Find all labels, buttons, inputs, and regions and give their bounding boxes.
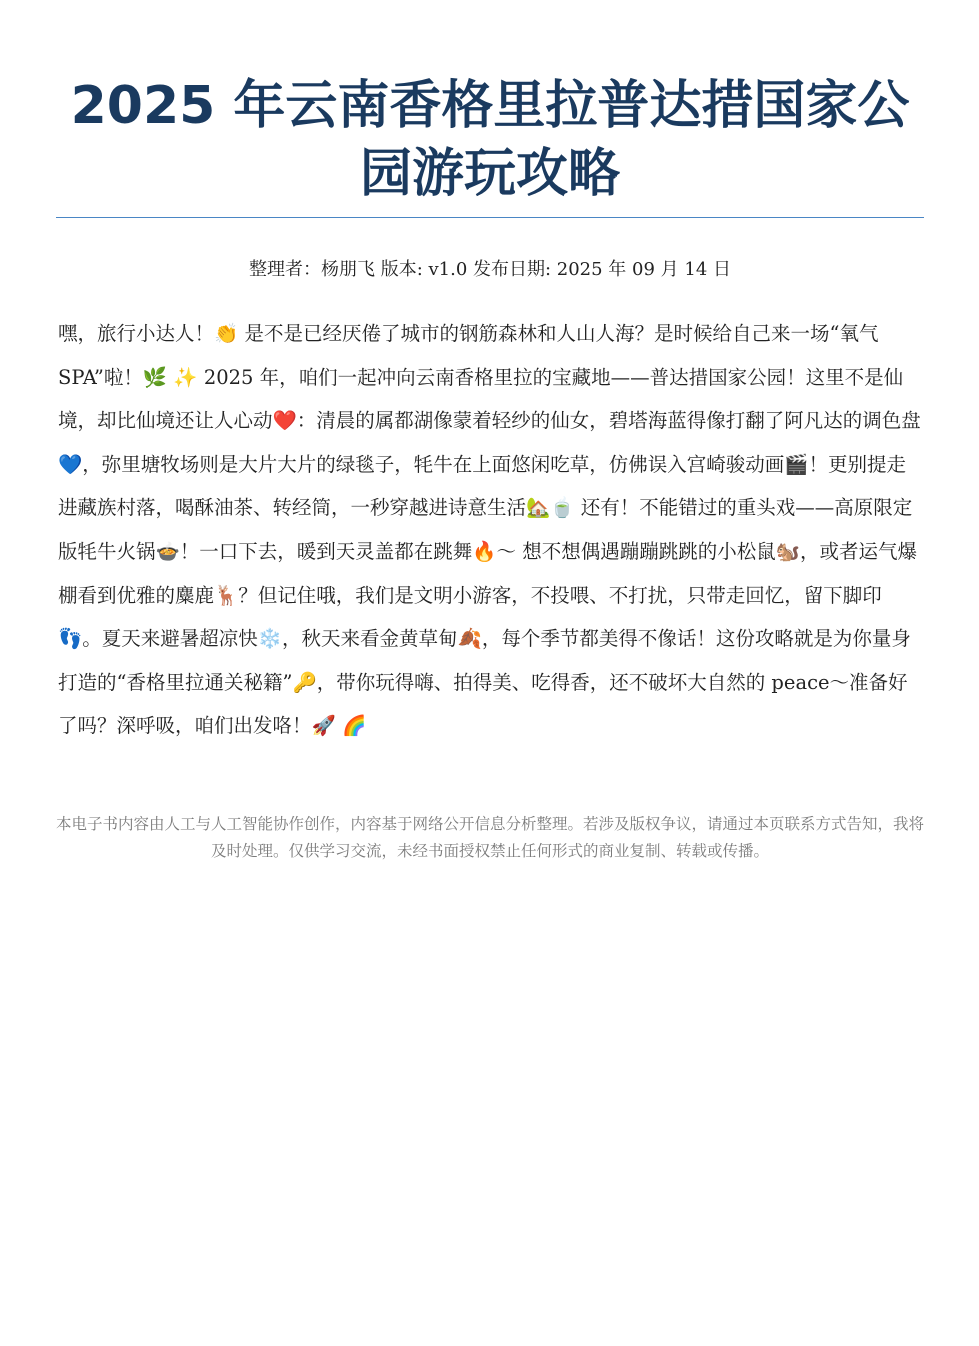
intro-paragraph: 嘿，旅行小达人！👏 是不是已经厌倦了城市的钢筋森林和人山人海？是时候给自己来一场“氧气 SPA”啦！🌿 ✨ 2025 年，咱们一起冲向云南香格里拉的宝藏地——普达措国家公园！这里不是仙境，却比仙境还让人心动❤️：清晨的属都湖像蒙着轻纱的仙女，碧塔海蓝得像打翻了阿凡达的调色盘💙，弥里塘牧场则是大片大片的绿毯子，牦牛在上面悠闲吃草，仿佛误入宫崎骏动画🎬！更别提走进藏族村落，喝酥油茶、转经筒，一秒穿越进诗意生活🏡🍵 还有！不能错过的重头戏——高原限定版牦牛火锅🍲！一口下去，暖到天灵盖都在跳舞🔥～ 想不想偶遇蹦蹦跳跳的小松鼠🐿️，或者运气爆棚看到优雅的麋鹿🦌？但记住哦，我们是文明小游客，不投喂、不打扰，只带走回忆，留下脚印👣。夏天来避暑超凉快❄️，秋天来看金黄草甸🍂，每个季节都美得不像话！这份攻略就是为你量身打造的“香格里拉通关秘籍”🔑，带你玩得嗨、拍得美、吃得香，还不破坏大自然的 peace～准备好了吗？深呼吸，咱们出发咯！🚀 🌈 bbox=[58, 322, 921, 738]
copyright-disclaimer: 本电子书内容由人工与人工智能协作创作，内容基于网络公开信息分析整理。若涉及版权争议，请通过本页联系方式告知，我将及时处理。仅供学习交流，未经书面授权禁止任何形式的商业复制、转载或传播。 bbox=[56, 815, 925, 860]
page-title: 2025 年云南香格里拉普达措国家公园游玩攻略 bbox=[70, 76, 910, 204]
document-meta: 整理者：杨朋飞 版本: v1.0 发布日期: 2025 年 09 月 14 日 bbox=[248, 259, 732, 280]
title-divider bbox=[56, 217, 924, 218]
